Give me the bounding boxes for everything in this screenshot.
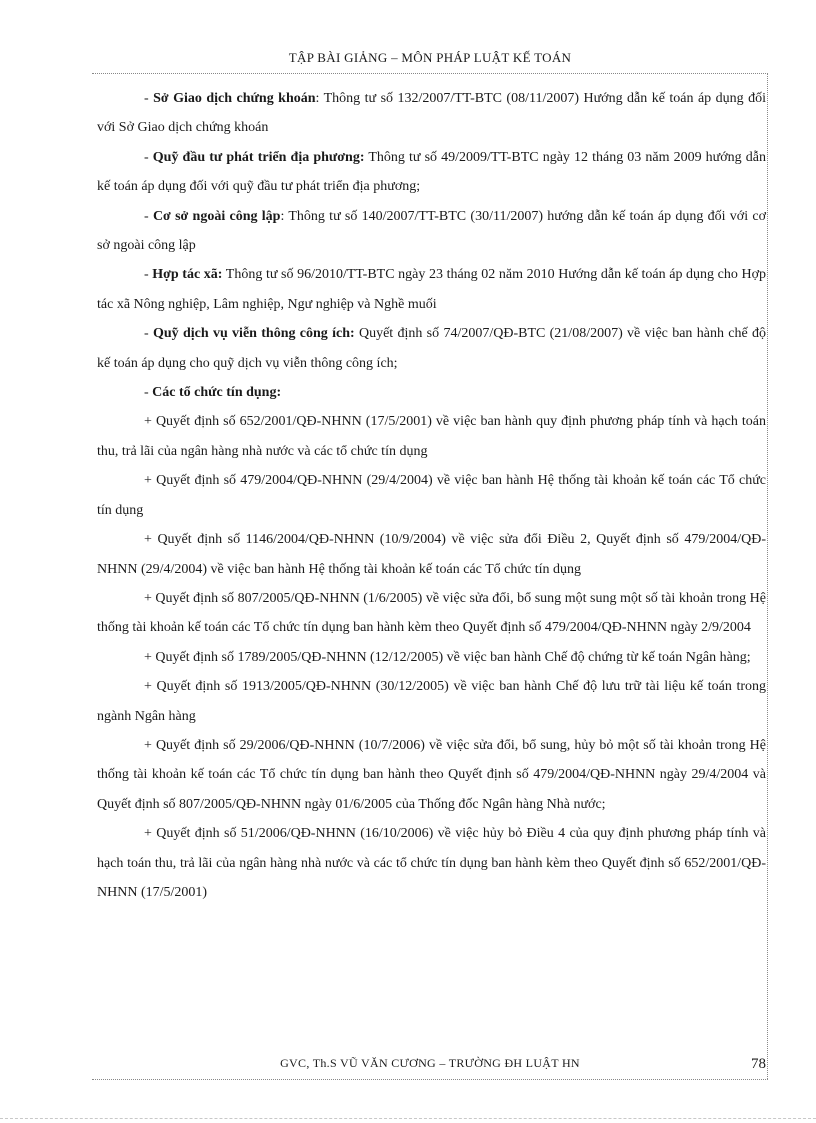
list-item: + Quyết định số 807/2005/QĐ-NHNN (1/6/2005) về việc sửa đổi, bổ sung một sung một số tài khoản trong Hệ thống tài khoản kế toán các Tổ chức tín dụng ban hành kèm theo Quyết định số 479/2004/QĐ-NHNN ngày 2/9/2004 [97, 590, 766, 636]
list-item: + Quyết định số 652/2001/QĐ-NHNN (17/5/2001) về việc ban hành quy định phương pháp tính và hạch toán thu, trả lãi của ngân hàng nhà nước và các tổ chức tín dụng [97, 414, 766, 459]
page-edge-line [0, 1118, 816, 1119]
paragraph: - Quỹ dịch vụ viễn thông công ích: Quyết định số 74/2007/QĐ-BTC (21/08/2007) về việc ban hành chế độ kế toán áp dụng cho quỹ dịch vụ viễn thông công ích; [97, 326, 766, 371]
page-border-top [92, 73, 768, 74]
page-number: 78 [751, 1056, 766, 1072]
paragraph: - Hợp tác xã: Thông tư số 96/2010/TT-BTC ngày 23 tháng 02 năm 2010 Hướng dẫn kế toán áp dụng cho Hợp tác xã Nông nghiệp, Lâm nghiệp, Ngư nghiệp và Nghề muối [97, 267, 766, 312]
paragraph-bold-lead: Quỹ dịch vụ viễn thông công ích: [152, 326, 355, 342]
paragraph-bold-lead: Cơ sở ngoài công lập [152, 208, 281, 224]
document-body [97, 84, 766, 907]
list-item: + Quyết định số 29/2006/QĐ-NHNN (10/7/2006) về việc sửa đổi, bổ sung, hủy bỏ một số tài khoản trong Hệ thống tài khoản kế toán các Tổ chức tín dụng ban hành theo Quyết định số 479/2004/QĐ-NHNN ngày 29/4/2004 và Quyết định số 807/2005/QĐ-NHNN ngày 01/6/2005 của Thống đốc Ngân hàng Nhà nước; [97, 737, 766, 812]
list-item: + Quyết định số 51/2006/QĐ-NHNN (16/10/2006) về việc hủy bỏ Điều 4 của quy định phương pháp tính và hạch toán thu, trả lãi của ngân hàng nhà nước và các tổ chức tín dụng ban hành kèm theo Quyết định số 652/2001/QĐ-NHNN (17/5/2001) [97, 826, 766, 900]
list-item: + Quyết định số 1146/2004/QĐ-NHNN (10/9/2004) về việc sửa đổi Điều 2, Quyết định số 479/2004/QĐ-NHNN (29/4/2004) về việc ban hành Hệ thống tài khoản kế toán các Tổ chức tín dụng [97, 532, 766, 577]
list-item: + Quyết định số 1913/2005/QĐ-NHNN (30/12/2005) về việc ban hành Chế độ lưu trữ tài liệu kế toán trong ngành Ngân hàng [97, 679, 766, 724]
paragraph-bold-lead: Quỹ đầu tư phát triển địa phương: [152, 149, 365, 165]
page-border-bottom [92, 1079, 768, 1080]
list-item: + Quyết định số 479/2004/QĐ-NHNN (29/4/2004) về việc ban hành Hệ thống tài khoản kế toán các Tổ chức tín dụng [97, 473, 766, 518]
list-item: + Quyết định số 1789/2005/QĐ-NHNN (12/12/2005) về việc ban hành Chế độ chứng từ kế toán Ngân hàng; [144, 649, 751, 665]
page-border-right [767, 73, 768, 1079]
paragraph-bold-lead: Sở Giao dịch chứng khoán [153, 91, 316, 106]
page-header: TẬP BÀI GIẢNG – MÔN PHÁP LUẬT KẾ TOÁN [288, 50, 572, 65]
paragraph: - Các tổ chức tín dụng: [144, 385, 282, 401]
paragraph: - Sở Giao dịch chứng khoán: Thông tư số 132/2007/TT-BTC (08/11/2007) Hướng dẫn kế toán áp dụng đối với Sở Giao dịch chứng khoán [97, 91, 766, 136]
page-footer: GVC, Th.S VŨ VĂN CƯƠNG – TRƯỜNG ĐH LUẬT HN [280, 1056, 580, 1070]
paragraph: - Quỹ đầu tư phát triển địa phương: Thông tư số 49/2009/TT-BTC ngày 12 tháng 03 năm 2009 hướng dẫn kế toán áp dụng đối với quỹ đầu tư phát triển địa phương; [97, 149, 766, 195]
paragraph: - Cơ sở ngoài công lập: Thông tư số 140/2007/TT-BTC (30/11/2007) hướng dẫn kế toán áp dụng đối với cơ sở ngoài công lập [97, 208, 766, 254]
paragraph-bold-lead: Hợp tác xã: [152, 267, 223, 283]
paragraph-bold-lead: Các tổ chức tín dụng: [152, 385, 282, 401]
